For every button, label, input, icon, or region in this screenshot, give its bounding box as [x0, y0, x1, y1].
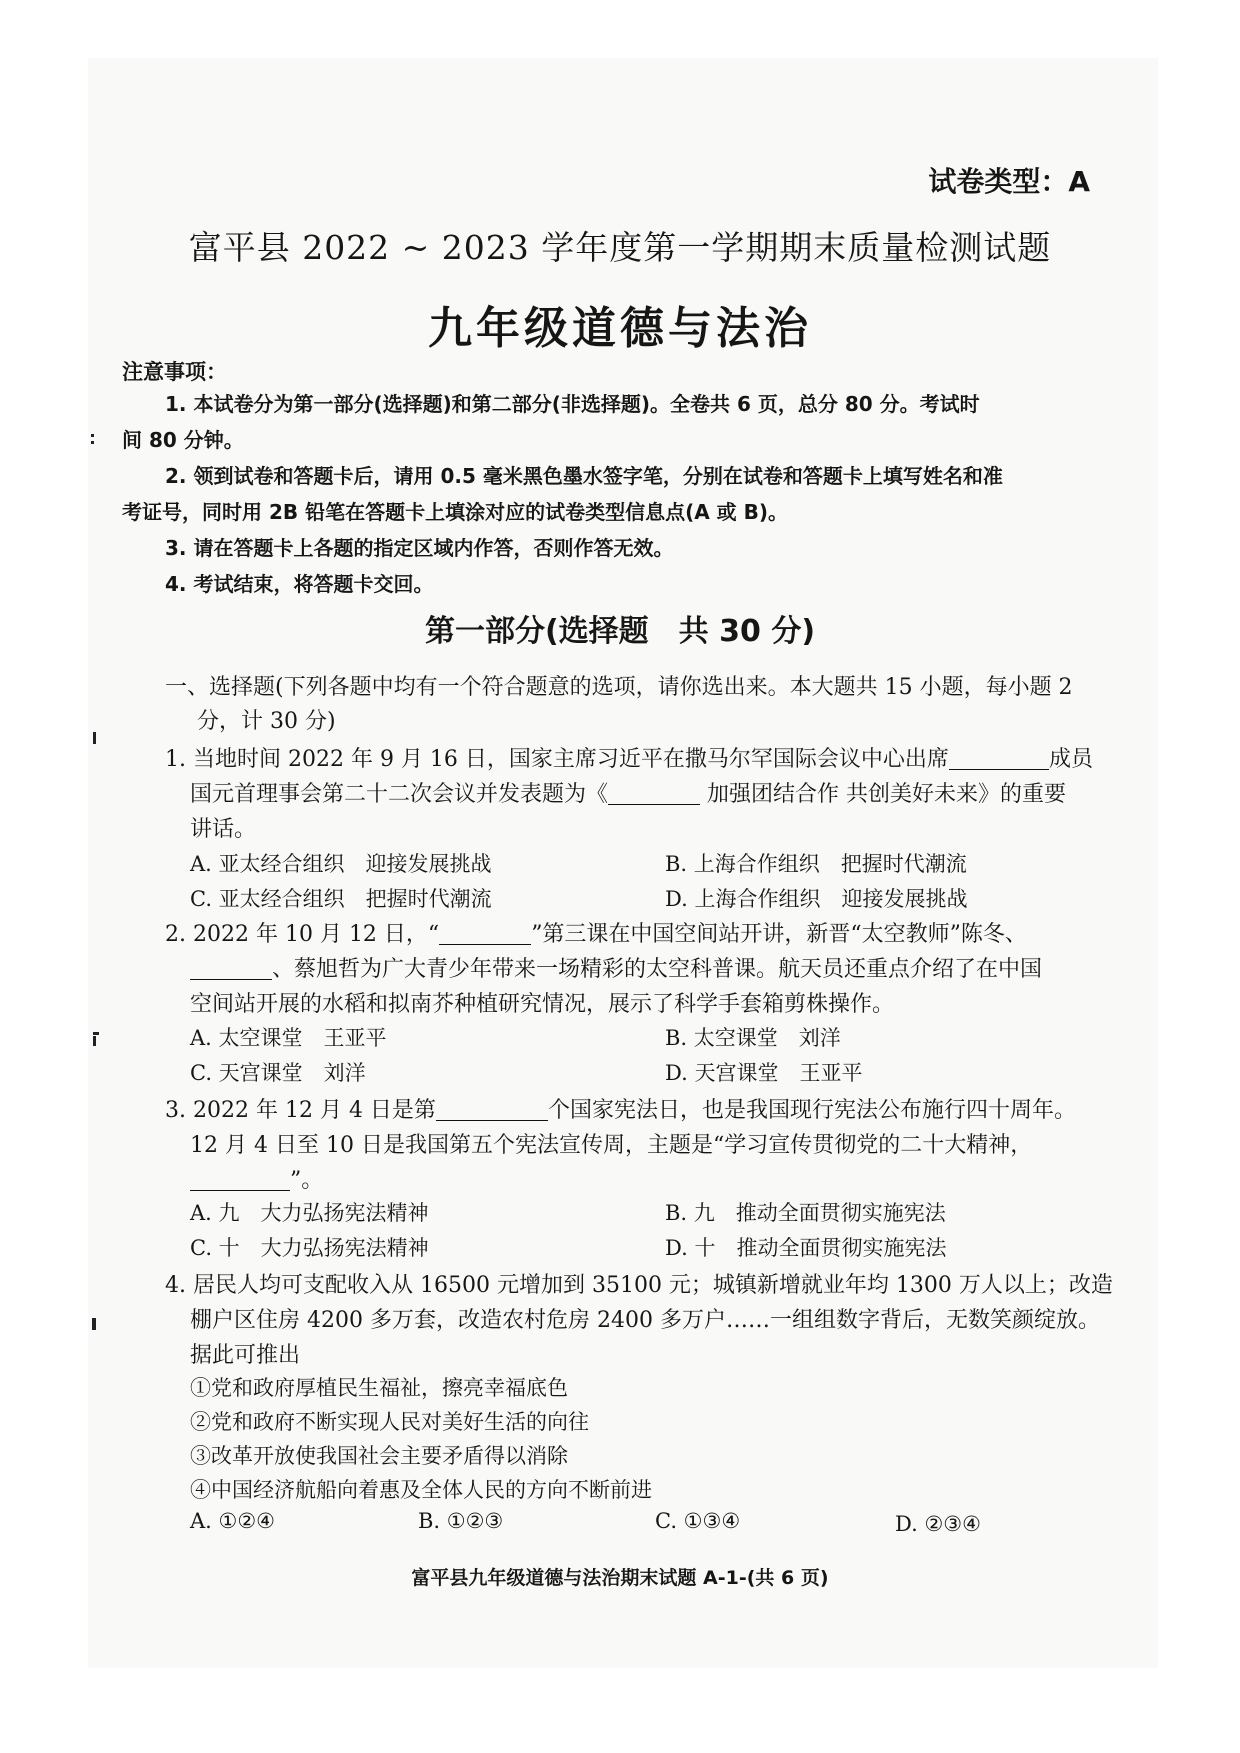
- question-1-line-2: [190, 777, 1066, 808]
- question-2-line-1: [165, 917, 1027, 948]
- question-4-statement-4: ④中国经济航船向着惠及全体人民的方向不断前进: [190, 1478, 652, 1502]
- margin-mark: [93, 1032, 99, 1035]
- question-2-option-c: C. 天宫课堂 刘洋: [190, 1061, 366, 1085]
- notice-line-1: 1. 本试卷分为第一部分(选择题)和第二部分(非选择题)。全卷共 6 页，总分 80 分。考试时: [165, 392, 980, 416]
- question-4-statement-3: ③改革开放使我国社会主要矛盾得以消除: [190, 1444, 568, 1468]
- answer-blank: [949, 747, 1049, 770]
- question-text: 个国家宪法日，也是我国现行宪法公布施行四十周年。: [547, 1098, 1076, 1123]
- question-text: 成员: [1048, 747, 1093, 772]
- question-text: 国元首理事会第二十二次会议并发表题为《: [190, 782, 609, 807]
- question-4-statement-1: ①党和政府厚植民生福祉，擦亮幸福底色: [190, 1376, 568, 1400]
- question-1-line-3: 讲话。: [190, 817, 257, 842]
- answer-blank: [608, 782, 700, 805]
- margin-mark: [93, 732, 96, 744]
- notice-line-2-cont: 考证号，同时用 2B 铅笔在答题卡上填涂对应的试卷类型信息点(A 或 B)。: [122, 500, 789, 524]
- question-text: 加强团结合作 共创美好未来》的重要: [700, 782, 1067, 807]
- question-1-option-a: A. 亚太经合组织 迎接发展挑战: [190, 852, 492, 876]
- question-3-option-d: D. 十 推动全面贯彻实施宪法: [665, 1236, 947, 1260]
- margin-mark: [92, 1318, 96, 1330]
- question-4-statement-2: ②党和政府不断实现人民对美好生活的向往: [190, 1410, 589, 1434]
- question-text: ”第三课在中国空间站开讲，新晋“太空教师”陈冬、: [531, 922, 1027, 947]
- question-4-option-d: D. ②③④: [895, 1512, 981, 1536]
- paper-type-label: 试卷类型：A: [928, 165, 1090, 198]
- question-4-option-b: B. ①②③: [418, 1509, 504, 1533]
- question-2-option-a: A. 太空课堂 王亚平: [190, 1026, 387, 1050]
- answer-blank: [436, 1098, 548, 1121]
- question-2-line-3: 空间站开展的水稻和拟南芥种植研究情况，展示了科学手套箱剪株操作。: [190, 992, 895, 1017]
- margin-mark: [91, 441, 94, 444]
- question-4-option-c: C. ①③④: [655, 1509, 741, 1533]
- margin-mark: [91, 434, 94, 437]
- question-1-option-d: D. 上海合作组织 迎接发展挑战: [665, 887, 968, 911]
- answer-blank: [190, 957, 272, 980]
- question-4-line-1: 4. 居民人均可支配收入从 16500 元增加到 35100 元；城镇新增就业年均 1300 万人以上；改造: [165, 1273, 1113, 1298]
- question-2-option-d: D. 天宫课堂 王亚平: [665, 1061, 863, 1085]
- answer-blank: [439, 922, 531, 945]
- notice-heading: 注意事项：: [122, 360, 227, 384]
- question-text: 3. 2022 年 12 月 4 日是第: [165, 1098, 436, 1123]
- question-text: 1. 当地时间 2022 年 9 月 16 日，国家主席习近平在撒马尔罕国际会议中心出席: [165, 747, 949, 772]
- question-4-option-a: A. ①②④: [190, 1509, 275, 1533]
- question-1-option-c: C. 亚太经合组织 把握时代潮流: [190, 887, 492, 911]
- notice-line-3: 3. 请在答题卡上各题的指定区域内作答，否则作答无效。: [165, 536, 674, 560]
- question-2-option-b: B. 太空课堂 刘洋: [665, 1026, 841, 1050]
- question-text: 、蔡旭哲为广大青少年带来一场精彩的太空科普课。航天员还重点介绍了在中国: [272, 957, 1043, 982]
- page-footer: 富平县九年级道德与法治期末试题 A-1-(共 6 页): [411, 1567, 829, 1589]
- question-3-line-1: [165, 1093, 1076, 1124]
- notice-line-4: 4. 考试结束，将答题卡交回。: [165, 572, 434, 596]
- answer-blank: [190, 1168, 290, 1191]
- question-4-line-2: 棚户区住房 4200 多万套，改造农村危房 2400 多万户……一组组数字背后，无数笑颜绽放。: [190, 1308, 1100, 1333]
- section-instruction-cont: 分，计 30 分): [197, 709, 336, 734]
- question-4-line-3: 据此可推出: [190, 1343, 301, 1368]
- exam-title: 九年级道德与法治: [428, 303, 812, 354]
- question-2-line-2: [190, 952, 1042, 983]
- question-3-option-b: B. 九 推动全面贯彻实施宪法: [665, 1201, 946, 1225]
- question-text: ”。: [290, 1168, 324, 1193]
- notice-line-2: 2. 领到试卷和答题卡后，请用 0.5 毫米黑色墨水签字笔，分别在试卷和答题卡上填写姓名和准: [165, 464, 1003, 488]
- question-3-line-3: [190, 1163, 323, 1194]
- notice-line-1-cont: 间 80 分钟。: [122, 428, 244, 452]
- part1-heading: 第一部分(选择题 共 30 分): [424, 614, 816, 649]
- question-3-option-a: A. 九 大力弘扬宪法精神: [190, 1201, 429, 1225]
- section-instruction: 一、选择题(下列各题中均有一个符合题意的选项，请你选出来。本大题共 15 小题，每小题 2: [165, 675, 1073, 700]
- question-1-line-1: [165, 742, 1093, 773]
- exam-subtitle: 富平县 2022 ~ 2023 学年度第一学期期末质量检测试题: [188, 228, 1052, 267]
- margin-mark: [93, 1036, 96, 1046]
- question-1-option-b: B. 上海合作组织 把握时代潮流: [665, 852, 967, 876]
- question-text: 2. 2022 年 10 月 12 日，“: [165, 922, 440, 947]
- question-3-option-c: C. 十 大力弘扬宪法精神: [190, 1236, 429, 1260]
- question-3-line-2: 12 月 4 日至 10 日是我国第五个宪法宣传周，主题是“学习宣传贯彻党的二十大精神，: [190, 1133, 1033, 1158]
